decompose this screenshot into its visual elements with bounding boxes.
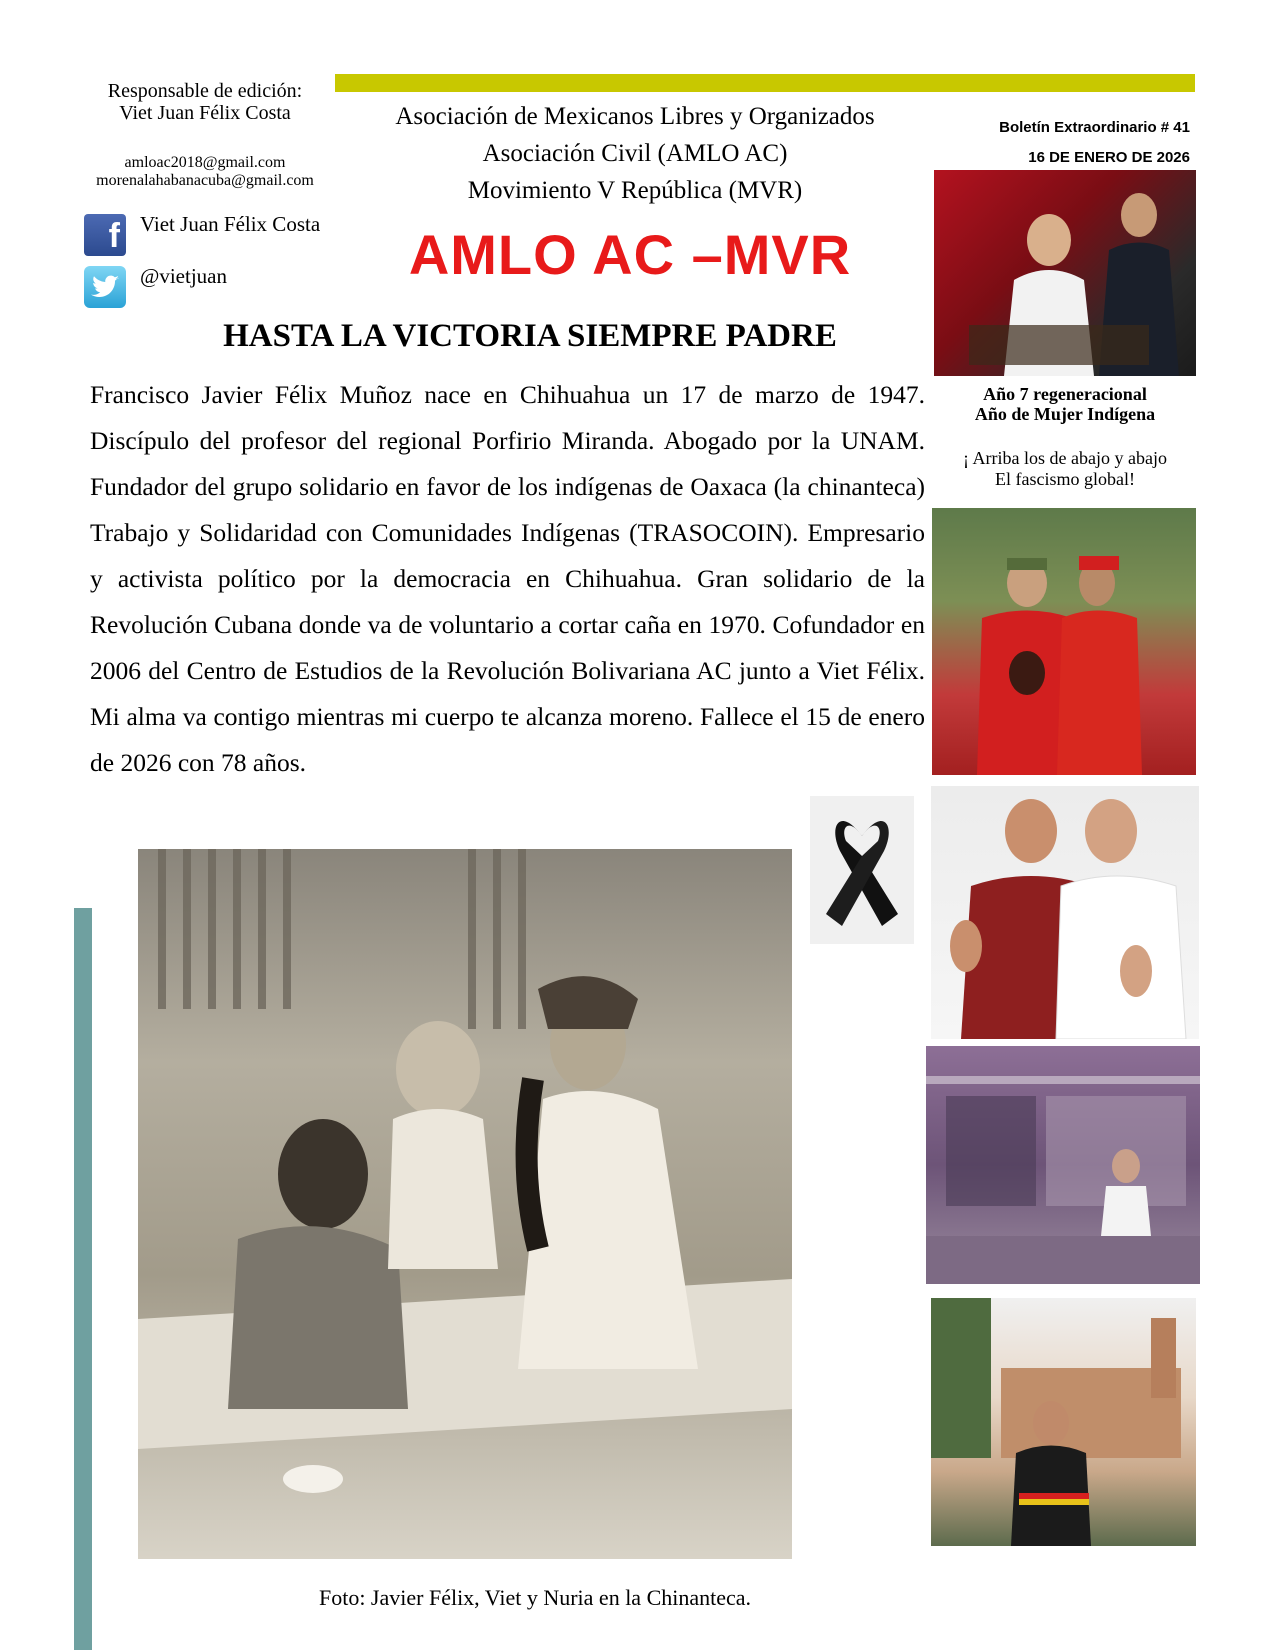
photo-two-men-rally [932,508,1196,775]
photo-vintage-building [926,1046,1200,1284]
slogan-line-2: El fascismo global! [995,469,1135,489]
photo-plaza-espana [931,1298,1196,1546]
photo-caption: Foto: Javier Félix, Viet y Nuria en la Chinanteca. [318,1585,752,1610]
brand-title: AMLO AC –MVR [408,223,852,286]
year-note [930,384,1200,424]
editor-label: Responsable de edición: [107,80,303,102]
year-line-1: Año 7 regeneracional [983,384,1147,404]
year-line-2: Año de Mujer Indígena [974,404,1156,424]
twitter-label[interactable]: @vietjuan [140,264,227,288]
slogan [930,448,1200,490]
bulletin-info [960,113,1190,173]
left-accent-bar [74,908,92,1650]
bulletin-number: Boletín Extraordinario # 41 [999,119,1190,136]
slogan-line-1: ¡ Arriba los de abajo y abajo [963,448,1167,468]
top-accent-bar [335,74,1195,92]
organization-line-2: Asociación Civil (AMLO AC) [482,140,788,167]
editor-block [75,80,335,124]
facebook-row[interactable] [84,214,320,256]
organization-header [355,98,915,209]
email-link-2[interactable]: morenalahabanacuba@gmail.com [96,172,314,189]
photo-inauguration [934,170,1196,376]
photo-family-chinanteca [138,849,792,1559]
editor-name: Viet Juan Félix Costa [119,102,291,124]
facebook-label[interactable]: Viet Juan Félix Costa [140,212,321,236]
organization-line-1: Asociación de Mexicanos Libres y Organizados [395,103,875,130]
photo-with-amlo [931,786,1199,1039]
email-block [75,154,335,190]
facebook-icon[interactable]: f [84,214,126,256]
twitter-row[interactable] [84,266,227,308]
bulletin-date: 16 DE ENERO DE 2026 [1028,149,1190,166]
mourning-ribbon-icon [810,796,914,944]
email-link-1[interactable]: amloac2018@gmail.com [124,154,286,171]
organization-line-3: Movimiento V República (MVR) [467,177,803,204]
article-headline: HASTA LA VICTORIA SIEMPRE PADRE [223,318,837,354]
twitter-icon[interactable] [84,266,126,308]
article-body: Francisco Javier Félix Muñoz nace en Chihuahua un 17 de marzo de 1947. Discípulo del profesor del regional Porfirio Miranda. Abogado por la UNAM. Fundador del grupo solidario en favor de los indígenas de Oaxaca (la chinanteca) Trabajo y Solidaridad con Comunidades Indígenas (TRASOCOIN). Empresario y activista político por la democracia en Chihuahua. Gran solidario de la Revolución Cubana donde va de voluntario a cortar caña en 1970. Cofundador en 2006 del Centro de Estudios de la Revolución Bolivariana AC junto a Viet Félix. Mi alma va contigo mientras mi cuerpo te alcanza moreno. Fallece el 15 de enero de 2026 con 78 años. [90,380,925,777]
